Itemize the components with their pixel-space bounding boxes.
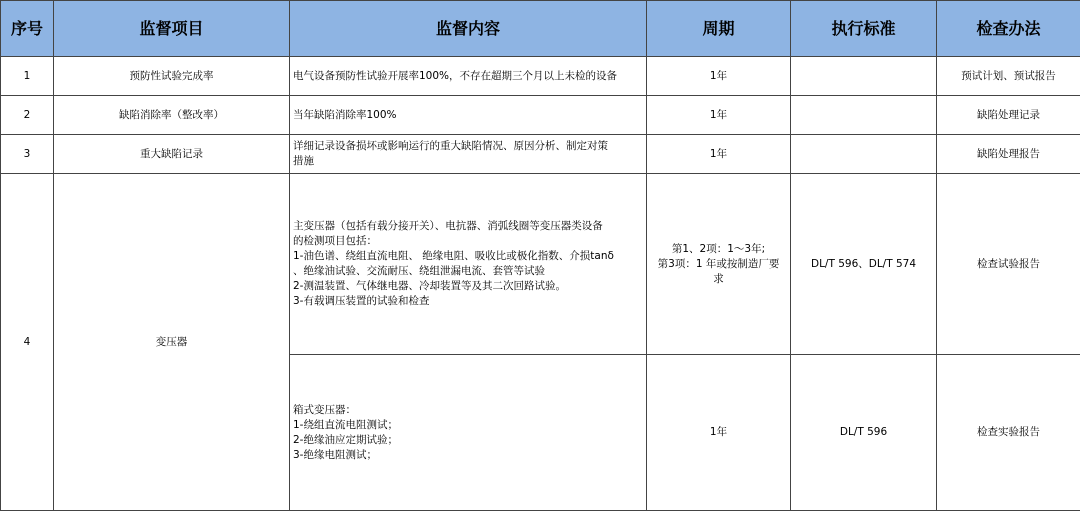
row-method: 检查实验报告 <box>937 355 1080 511</box>
row-no: 3 <box>1 135 54 174</box>
row-standard <box>791 135 937 174</box>
period-line: 求 <box>650 272 787 287</box>
period-line: 第3项：1 年或按制造厂要 <box>650 257 787 272</box>
row-period: 1年 <box>647 57 791 96</box>
header-method: 检查办法 <box>937 1 1080 57</box>
row-content <box>290 174 647 355</box>
row-method: 缺陷处理记录 <box>937 96 1080 135</box>
row-method: 检查试验报告 <box>937 174 1080 355</box>
content-line: 1-油色谱、绕组直流电阻、 绝缘电阻、吸收比或极化指数、介损tanδ <box>293 249 643 264</box>
table-row <box>1 96 1080 135</box>
content-line: 3-绝缘电阻测试； <box>293 448 643 463</box>
row-no: 4 <box>1 174 54 511</box>
content-line: 2-测温装置、气体继电器、冷却装置等及其二次回路试验。 <box>293 279 643 294</box>
content-line: 箱式变压器： <box>293 403 643 418</box>
row-item: 重大缺陷记录 <box>54 135 290 174</box>
row-item: 缺陷消除率（整改率） <box>54 96 290 135</box>
period-line: 第1、2项：1～3年; <box>650 242 787 257</box>
row-item: 变压器 <box>54 174 290 511</box>
row-standard <box>791 57 937 96</box>
row-method: 预试计划、预试报告 <box>937 57 1080 96</box>
header-content: 监督内容 <box>290 1 647 57</box>
row-item: 预防性试验完成率 <box>54 57 290 96</box>
content-line: 详细记录设备损坏或影响运行的重大缺陷情况、原因分析、制定对策 <box>293 139 643 154</box>
content-line: 的检测项目包括： <box>293 234 643 249</box>
table-row <box>1 135 1080 174</box>
row-period <box>647 174 791 355</box>
row-no: 1 <box>1 57 54 96</box>
row-period: 1年 <box>647 96 791 135</box>
row-standard <box>791 96 937 135</box>
content-line: 2-绝缘油应定期试验； <box>293 433 643 448</box>
content-line: 主变压器（包括有载分接开关）、电抗器、消弧线圈等变压器类设备 <box>293 219 643 234</box>
header-standard: 执行标准 <box>791 1 937 57</box>
row-content: 当年缺陷消除率100% <box>290 96 647 135</box>
content-line: 、绝缘油试验、交流耐压、绕组泄漏电流、套管等试验 <box>293 264 643 279</box>
row-period: 1年 <box>647 355 791 511</box>
content-line: 措施 <box>293 154 643 169</box>
header-item: 监督项目 <box>54 1 290 57</box>
row-standard: DL/T 596 <box>791 355 937 511</box>
header-no: 序号 <box>1 1 54 57</box>
table-row <box>1 57 1080 96</box>
header-period: 周期 <box>647 1 791 57</box>
row-no: 2 <box>1 96 54 135</box>
row-method: 缺陷处理报告 <box>937 135 1080 174</box>
row-content <box>290 135 647 174</box>
header-row <box>1 1 1080 57</box>
content-line: 1-绕组直流电阻测试； <box>293 418 643 433</box>
content-line: 3-有载调压装置的试验和检查 <box>293 294 643 309</box>
row-content: 电气设备预防性试验开展率100%，不存在超期三个月以上未检的设备 <box>290 57 647 96</box>
row-standard: DL/T 596、DL/T 574 <box>791 174 937 355</box>
table-row <box>1 174 1080 355</box>
row-content <box>290 355 647 511</box>
row-period: 1年 <box>647 135 791 174</box>
